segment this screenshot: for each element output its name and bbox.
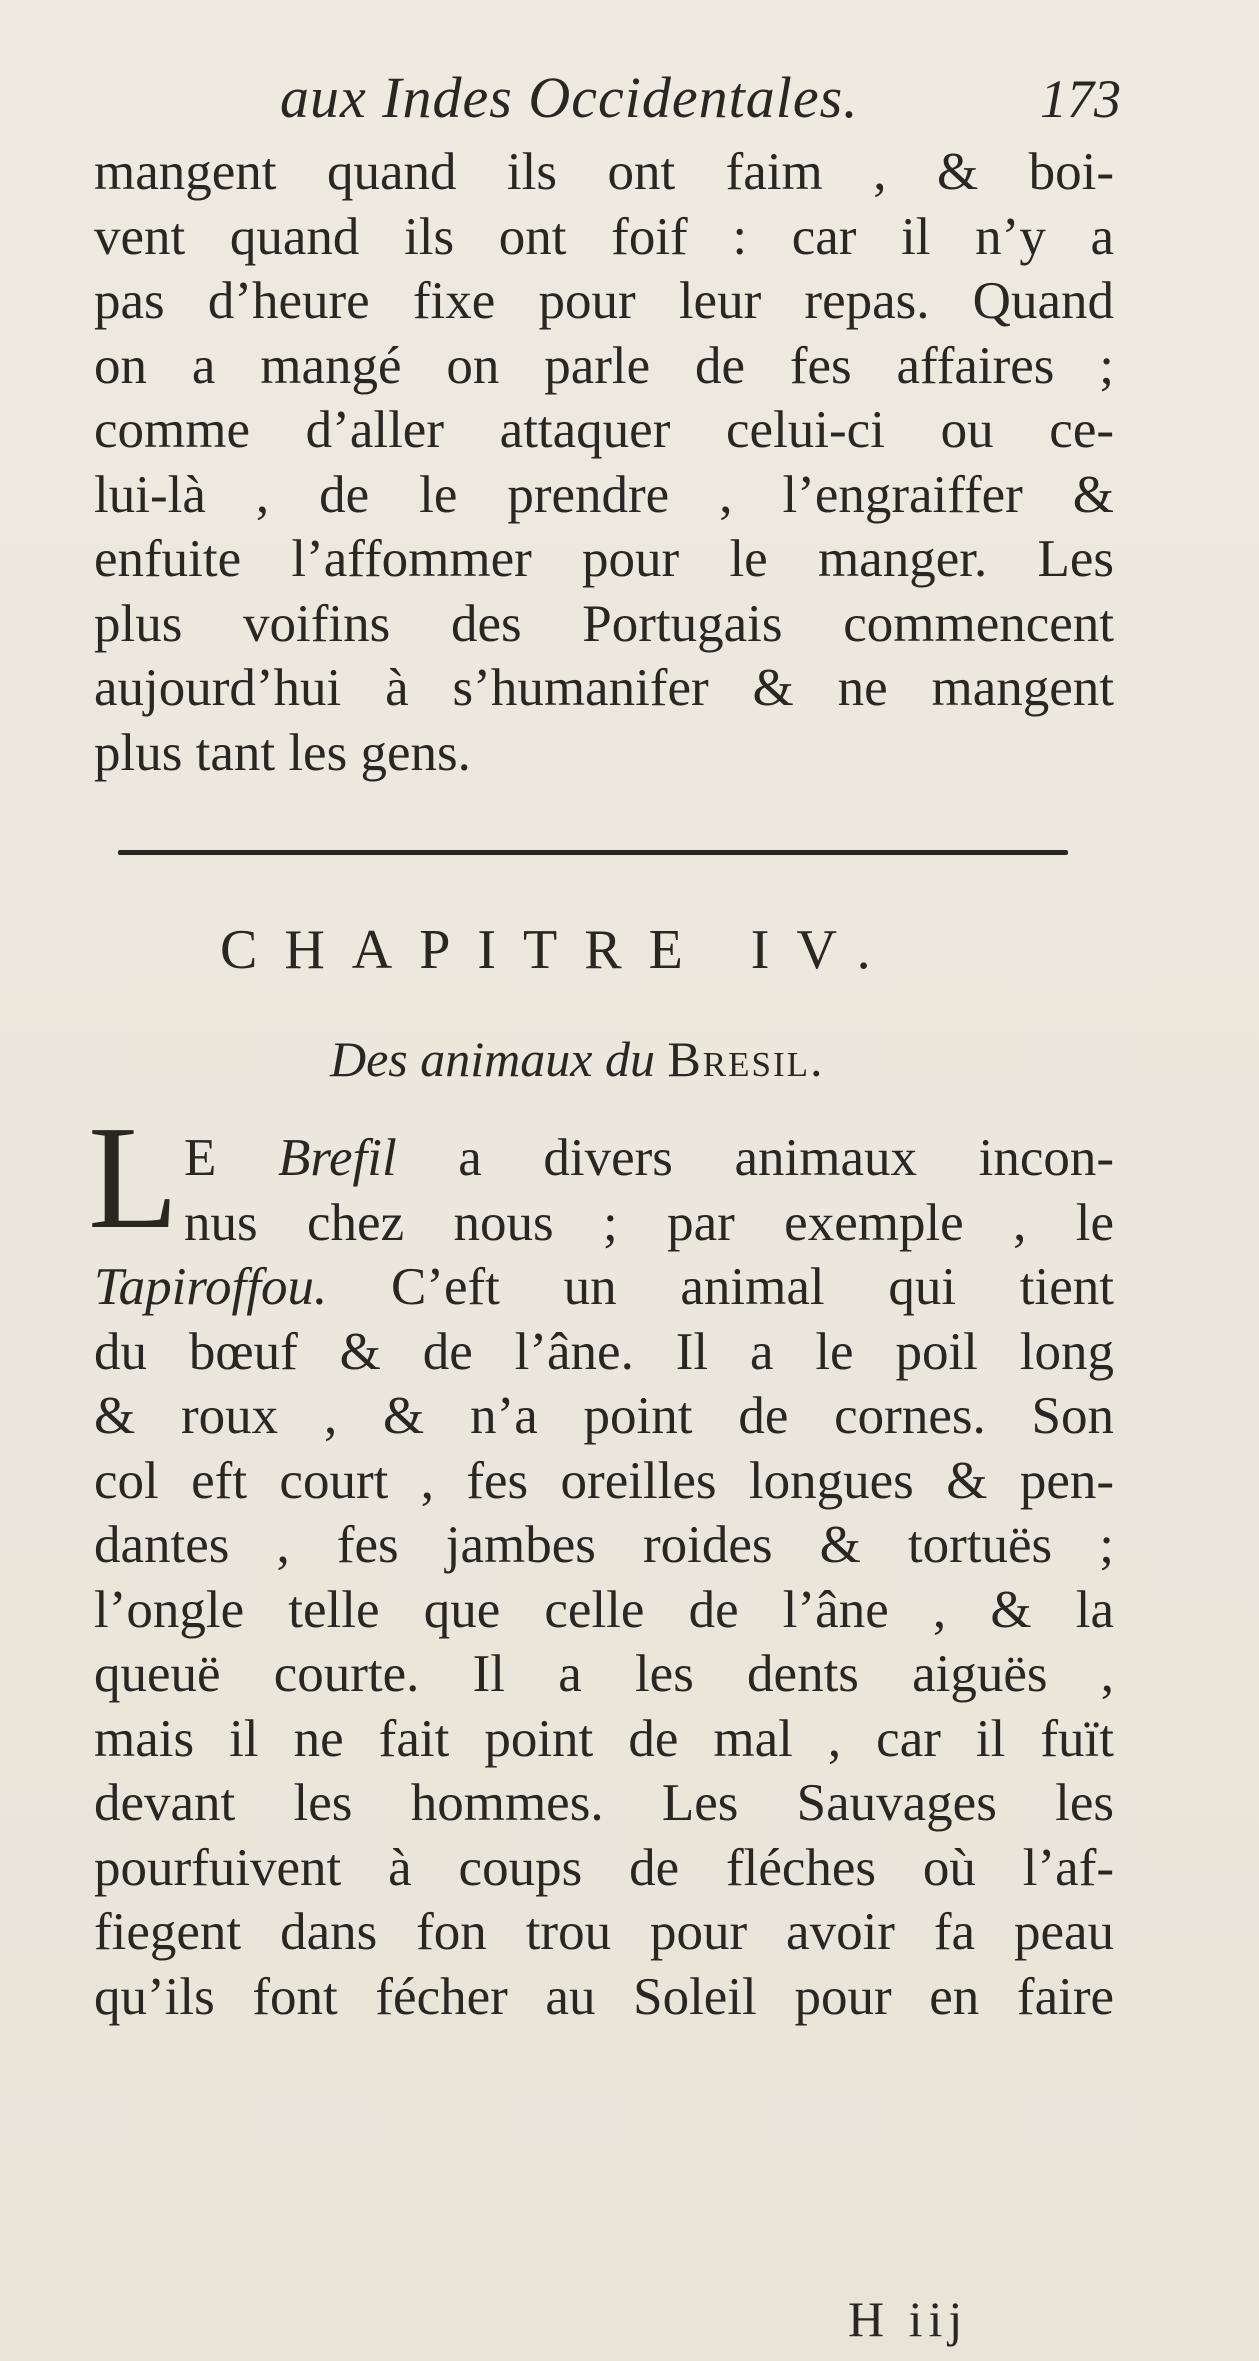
chapter-heading: CHAPITRE IV. [220,919,898,981]
text-run-italic: Tapiroffou. [94,1258,328,1316]
text-line: plus tant les gens. [94,723,471,782]
text-line: mais il ne fait point de mal , car il fuït [94,1709,1114,1768]
text-line: pas d’heure fixe pour leur repas. Quand [94,272,1114,330]
running-head [0,64,1259,144]
chapter-divider-rule [118,850,1068,855]
text-line: queuë courte. Il a les dents aiguës , [94,1645,1114,1703]
text-line [94,1126,1114,1191]
text-run: a divers animaux incon- [396,1129,1114,1187]
text-line: col eft court , fes oreilles longues & pen- [94,1451,1114,1510]
text-line: plus voifins des Portugais commencent [94,594,1114,653]
text-line: comme d’aller attaquer celui-ci ou ce- [94,401,1114,459]
text-line: l’ongle telle que celle de l’âne , & la [94,1580,1114,1639]
drop-cap: L [88,1096,179,1260]
text-line: dantes , fes jambes roides & tortuës ; [94,1516,1114,1574]
chapter-subtitle-text: Des animaux du [330,1031,655,1087]
text-line: vent quand ils ont foif : car il n’y a [94,207,1114,266]
text-line: devant les hommes. Les Sauvages les [94,1774,1114,1832]
text-run: E [184,1129,278,1187]
text-line: enfuite l’affommer pour le manger. Les [94,530,1114,588]
running-head-title: aux Indes Occidentales. [280,65,859,130]
text-line: pourfuivent à coups de fléches où l’af- [94,1838,1114,1897]
text-line: aujourd’hui à s’humanifer & ne mangent [94,659,1114,717]
text-line [94,1255,1114,1320]
text-line: nus chez nous ; par exemple , le [184,1193,1114,1252]
paragraph-continued [94,140,1114,785]
text-run-italic: Brefil [277,1129,397,1187]
chapter-subtitle-place: Bresil. [667,1031,825,1087]
text-line: lui-là , de le prendre , l’engraiffer & [94,465,1114,524]
signature-mark: H iij [848,2291,969,2347]
text-line: mangent quand ils ont faim , & boi- [94,143,1114,201]
text-run: C’eft un animal qui tient [327,1258,1114,1316]
page-number: 173 [1040,69,1121,129]
text-line: fiegent dans fon trou pour avoir fa peau [94,1903,1114,1961]
text-line: & roux , & n’a point de cornes. Son [94,1387,1114,1445]
paragraph-animals [94,1126,1114,2029]
text-line: qu’ils font fécher au Soleil pour en faire [94,1967,1114,2026]
text-line: on a mangé on parle de fes affaires ; [94,336,1114,395]
text-line: du bœuf & de l’âne. Il a le poil long [94,1322,1114,1381]
chapter-subtitle [330,1030,825,1088]
